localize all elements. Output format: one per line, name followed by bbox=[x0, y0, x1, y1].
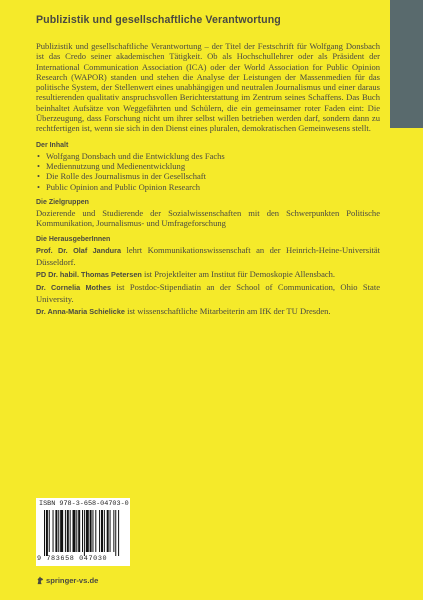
editor-entry bbox=[36, 245, 380, 267]
barcode-bar bbox=[90, 510, 92, 552]
editor-name: Dr. Anna-Maria Schielicke bbox=[36, 306, 125, 316]
barcode-bar bbox=[78, 510, 80, 552]
barcode-bar bbox=[55, 510, 57, 552]
zielgruppen-heading: Die Zielgruppen bbox=[36, 198, 89, 206]
barcode-bar bbox=[92, 510, 93, 552]
barcode-bars bbox=[44, 510, 124, 556]
barcode-bar bbox=[86, 510, 89, 552]
barcode-bar bbox=[107, 510, 109, 552]
barcode-bar bbox=[118, 510, 119, 556]
editor-description: ist Postdoc-Stipendiatin an der School of Communication, Ohio State University. bbox=[36, 282, 380, 304]
editor-name: PD Dr. habil. Thomas Petersen bbox=[36, 270, 142, 280]
barcode-bar bbox=[53, 510, 54, 552]
barcode-bar bbox=[49, 510, 50, 552]
barcode-bar bbox=[99, 510, 100, 552]
editor-name: Prof. Dr. Olaf Jandura bbox=[36, 246, 122, 256]
intro-paragraph: Publizistik und gesellschaftliche Verantwortung – der Titel der Festschrift für Wolfgang Donsbach ist das Credo seiner akademischen Tätigkeit. Ob als Hochschullehrer oder als Präsident der International Communication Association (ICA) oder der World Association for Public Opinion Research (WAPOR) standen und stehen die Analyse der Leistungen der Massenmedien für das politische System, der Stellenwert eines unabhängigen und neutralen Journalismus und einer daraus resultierenden qualitativ anspruchsvollen Berichterstattung im Zentrum seines Schaffens. Das Buch beinhaltet Aufsätze von Weggefährten und Schülern, die ein gemeinsamer roter Faden eint: Die Überzeugung, dass Forschung nicht um ihrer selbst willen betrieben werden darf, sondern dann zu rechtfertigen ist, wenn sie sich in den Dienst eines pluralen, demokratischen Gemeinwesens stellt. bbox=[36, 41, 380, 134]
springer-horse-icon bbox=[36, 576, 44, 585]
isbn-label: ISBN 978-3-658-04703-0 bbox=[39, 500, 129, 508]
section-herausgeber bbox=[36, 236, 380, 317]
section-inhalt bbox=[36, 142, 380, 192]
editor-description: ist Projektleiter am Institut für Demoskopie Allensbach. bbox=[141, 269, 336, 280]
barcode-bar bbox=[101, 510, 103, 552]
publisher-url: springer-vs.de bbox=[46, 576, 99, 585]
list-item: • Mediennutzung und Medienentwicklung bbox=[36, 161, 380, 171]
editor-name: Dr. Cornelia Mothes bbox=[36, 283, 112, 293]
editor-entry bbox=[36, 269, 380, 280]
barcode-bar bbox=[73, 510, 76, 552]
barcode-bar bbox=[115, 510, 116, 556]
barcode-bar bbox=[110, 510, 111, 552]
book-title: Publizistik und gesellschaftliche Verantwortung bbox=[36, 14, 281, 26]
editor-entry bbox=[36, 306, 380, 317]
list-item: • Die Rolle des Journalismus in der Gesellschaft bbox=[36, 171, 380, 181]
barcode-bar bbox=[58, 510, 59, 552]
barcode-bar bbox=[84, 510, 85, 556]
editor-entry bbox=[36, 282, 380, 304]
barcode bbox=[36, 498, 130, 566]
barcode-bar bbox=[104, 510, 105, 552]
herausgeber-heading: Die HerausgeberInnen bbox=[36, 236, 111, 244]
barcode-bar bbox=[113, 510, 114, 552]
barcode-bar bbox=[44, 510, 45, 556]
barcode-bar bbox=[67, 510, 69, 552]
barcode-bar bbox=[70, 510, 71, 552]
editor-description: lehrt Kommunikationswissenschaft an der Heinrich-Heine-Universität Düsseldorf. bbox=[36, 245, 380, 267]
editor-description: ist wissenschaftliche Mitarbeiterin am IfK der TU Dresden. bbox=[124, 305, 331, 316]
barcode-bar bbox=[82, 510, 83, 552]
zielgruppen-text: Dozierende und Studierende der Sozialwissenschaften mit den Schwerpunkten Politische Kommunikation, Journalismus- und Umfrageforschung bbox=[36, 207, 380, 229]
back-cover-text bbox=[36, 14, 380, 319]
section-zielgruppen bbox=[36, 199, 380, 229]
barcode-bar bbox=[76, 510, 77, 552]
list-item: • Wolfgang Donsbach und die Entwicklung des Fachs bbox=[36, 151, 380, 161]
barcode-bar bbox=[65, 510, 66, 552]
publisher-logo bbox=[36, 576, 98, 585]
side-color-band bbox=[390, 0, 423, 128]
inhalt-heading: Der Inhalt bbox=[36, 141, 69, 149]
inhalt-list bbox=[36, 151, 380, 192]
barcode-bar bbox=[95, 510, 96, 552]
barcode-bar bbox=[46, 510, 48, 556]
ean-digits: 9 783658 047030 bbox=[37, 555, 108, 563]
list-item: • Public Opinion and Public Opinion Research bbox=[36, 182, 380, 192]
barcode-bar bbox=[60, 510, 63, 552]
